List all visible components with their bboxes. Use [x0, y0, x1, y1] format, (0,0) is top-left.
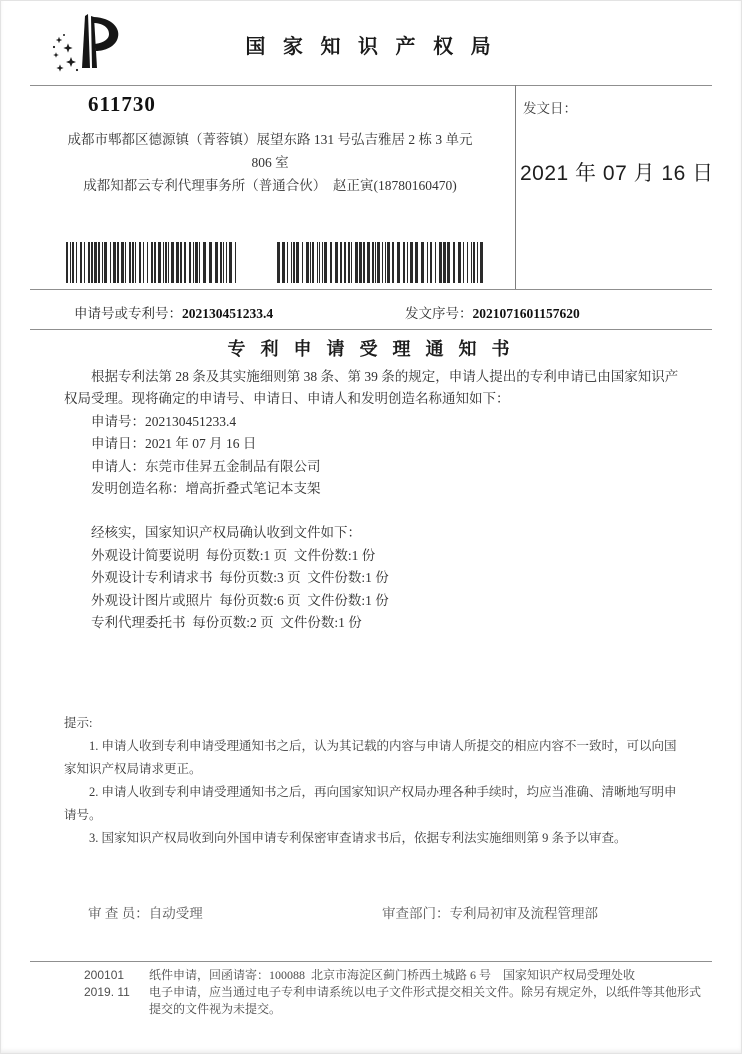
- hint-item: 2. 申请人收到专利申请受理通知书之后，再向国家知识产权局办理各种手续时，均应当准确、清晰地写明申请号。: [64, 785, 677, 822]
- field-filing-date: [64, 433, 682, 455]
- field-value: 2021 年 07 月 16 日: [145, 436, 257, 452]
- hint-item: 1. 申请人收到专利申请受理通知书之后，认为其记载的内容与申请人所提交的相应内容不一致时，可以向国家知识产权局请求更正。: [64, 739, 677, 776]
- field-value: 增高折叠式笔记本支架: [185, 481, 321, 497]
- field-value: 东莞市佳昇五金制品有限公司: [145, 458, 321, 474]
- received-intro: 经核实，国家知识产权局确认收到文件如下：: [91, 525, 361, 541]
- hints-label: 提示:: [64, 716, 93, 730]
- issue-date-value: 2021 年 07 月 16 日: [520, 162, 714, 185]
- issue-date-label: 发文日：: [523, 101, 577, 116]
- recipient-agent-line: 成都知都云专利代理事务所（普通合伙） 赵正寅(18780160470): [83, 178, 457, 193]
- application-number-group: [74, 302, 273, 322]
- footer-divider: [30, 961, 712, 962]
- application-number-value: 202130451233.4: [182, 306, 274, 321]
- title-divider: [30, 329, 712, 330]
- serial-number-group: [405, 302, 580, 322]
- received-documents-section: [64, 522, 682, 634]
- field-applicant: [64, 456, 682, 478]
- field-application-number: [64, 411, 682, 433]
- form-code: 2019. 11: [84, 985, 130, 999]
- footer-note-electronic: 电子申请，应当通过电子专利申请系统以电子文件形式提交相关文件。除另有规定外，以纸件等其他形式提交的文件视为未提交。: [149, 985, 702, 1016]
- postal-code: 611730: [88, 92, 156, 116]
- received-document-item: 外观设计专利请求书 每份页数:3 页 文件份数:1 份: [91, 570, 389, 586]
- address-date-separator: [515, 85, 516, 289]
- field-label: 申请人：: [91, 458, 145, 474]
- barcode-application: [66, 242, 241, 283]
- application-number-label: 申请号或专利号：: [74, 306, 182, 321]
- field-value: 202130451233.4: [145, 413, 237, 429]
- recipient-address-line1: 成都市郫都区德源镇（菁蓉镇）展望东路 131 号弘吉雅居 2 栋 3 单元: [67, 132, 473, 147]
- serial-number-label: 发文序号：: [405, 306, 473, 321]
- department-label: 审查部门：: [382, 906, 450, 921]
- recipient-address-line2: 806 室: [251, 155, 289, 170]
- hint-item: 3. 国家知识产权局收到向外国申请专利保密审查请求书后，依据专利法实施细则第 9 条予以审查。: [89, 831, 627, 845]
- examiner-group: [88, 902, 203, 922]
- footer-note-paper: 纸件申请，回函请寄：100088 北京市海淀区蓟门桥西土城路 6 号 国家知识产权局受理处收: [149, 968, 636, 982]
- examiner-label: 审 查 员：: [88, 906, 149, 921]
- received-document-item: 外观设计图片或照片 每份页数:6 页 文件份数:1 份: [91, 592, 389, 608]
- department-value: 专利局初审及流程管理部: [449, 906, 598, 921]
- agency-title: 国 家 知 识 产 权 局: [245, 36, 497, 58]
- field-label: 申请号：: [91, 413, 145, 429]
- notice-intro: 根据专利法第 28 条及其实施细则第 38 条、第 39 条的规定，申请人提出的专利申请已由国家知识产权局受理。现将确定的申请号、申请日、申请人和发明创造名称通知如下：: [64, 369, 679, 407]
- footer-notes: [149, 967, 711, 1018]
- hints-section: [64, 712, 682, 850]
- header-divider: [30, 85, 712, 86]
- form-code: 200101: [84, 968, 125, 982]
- received-document-item: 外观设计简要说明 每份页数:1 页 文件份数:1 份: [91, 547, 376, 563]
- serial-number-value: 2021071601157620: [472, 306, 580, 321]
- received-document-item: 专利代理委托书 每份页数:2 页 文件份数:1 份: [91, 615, 362, 631]
- barcode-divider: [30, 289, 712, 290]
- barcode-serial: [277, 242, 487, 283]
- field-label: 发明创造名称：: [91, 481, 186, 497]
- department-group: [382, 902, 598, 922]
- field-invention-title: [64, 478, 682, 500]
- field-label: 申请日：: [91, 436, 145, 452]
- examiner-value: 自动受理: [148, 906, 203, 921]
- notice-title: 专 利 申 请 受 理 通 知 书: [227, 339, 515, 359]
- notice-body: [64, 366, 682, 634]
- form-codes: [84, 967, 130, 1001]
